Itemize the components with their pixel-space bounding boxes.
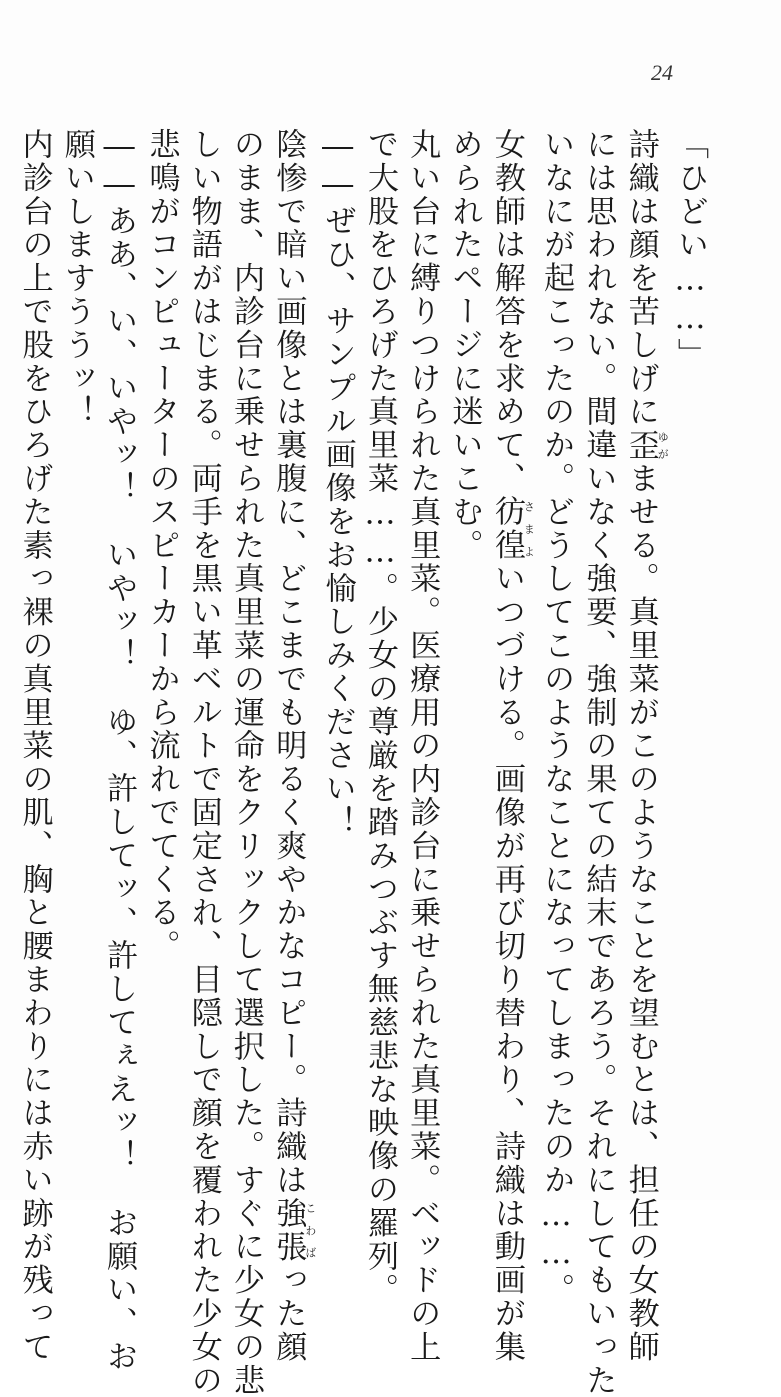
text-line-6: められたページに迷いこむ。 <box>446 128 483 563</box>
ruby-reading: さまよ <box>522 495 536 563</box>
text-line-2 <box>619 128 670 1364</box>
text-line-10 <box>267 128 317 1364</box>
ruby-word <box>622 428 670 463</box>
text-line-16: 内診台の上で股をひろげた素っ裸の真里菜の肌、胸と腰まわりには赤い跡が残って <box>16 128 53 1364</box>
text-line-14: ――ああ、い、いやッ！ いやッ！ ゆ、許してッ、許してぇえッ！ お願い、お <box>101 128 138 1374</box>
text-line-1: 「ひどい……」 <box>672 128 708 372</box>
page-number: 24 <box>651 60 673 85</box>
text-line-13: 悲鳴がコンピューターのスピーカーから流れでてくる。 <box>143 128 180 963</box>
ruby-base: 強張 <box>270 1196 307 1264</box>
text-line-15: 願いしますううッ！ <box>58 128 95 429</box>
text-segment: 女教師は解答を求めて、 <box>488 128 525 496</box>
text-line-3: には思われない。間違いなく強要、強制の果ての結末であろう。それにしてもいった <box>580 128 617 1397</box>
text-line-12: しい物語がはじまる。両手を黒い革ベルトで固定され、目隠しで顔を覆われた少女の <box>185 128 222 1397</box>
text-segment: った顔 <box>270 1263 307 1364</box>
text-line-8: で大股をひろげた真里菜……。少女の尊厳を踏みつぶす無慈悲な映像の羅列。 <box>361 128 398 1307</box>
ruby-base: 歪 <box>622 428 659 463</box>
ruby-base: 彷徨 <box>488 495 525 563</box>
text-line-4: いなにが起こったのか。どうしてこのようなことになってしまったのか……。 <box>538 128 575 1307</box>
vertical-text-body <box>13 128 711 1397</box>
text-segment: ませる。真里菜がこのようなことを望むとは、担任の女教師 <box>622 462 659 1364</box>
text-line-11: のまま、内診台に乗せられた真里菜の運命をクリックして選択した。すぐに少女の悲 <box>228 128 265 1397</box>
ruby-word <box>270 1196 317 1264</box>
text-segment: 詩織は顔を苦しげに <box>622 128 659 429</box>
ruby-word <box>488 495 536 563</box>
ruby-reading: こわば <box>303 1196 317 1264</box>
text-line-7: 丸い台に縛りつけられた真里菜。医療用の内診台に乗せられた真里菜。ベッドの上 <box>404 128 441 1364</box>
text-segment: 陰惨で暗い画像とは裏腹に、どこまでも明るく爽やかなコピー。詩織は <box>270 128 307 1197</box>
ruby-reading: ゆが <box>656 428 670 462</box>
text-line-9: ――ぜひ、サンプル画像をお愉しみください！ <box>319 128 356 839</box>
text-segment: いつづける。画像が再び切り替わり、詩織は動画が集 <box>488 562 525 1364</box>
text-line-5 <box>486 128 536 1364</box>
